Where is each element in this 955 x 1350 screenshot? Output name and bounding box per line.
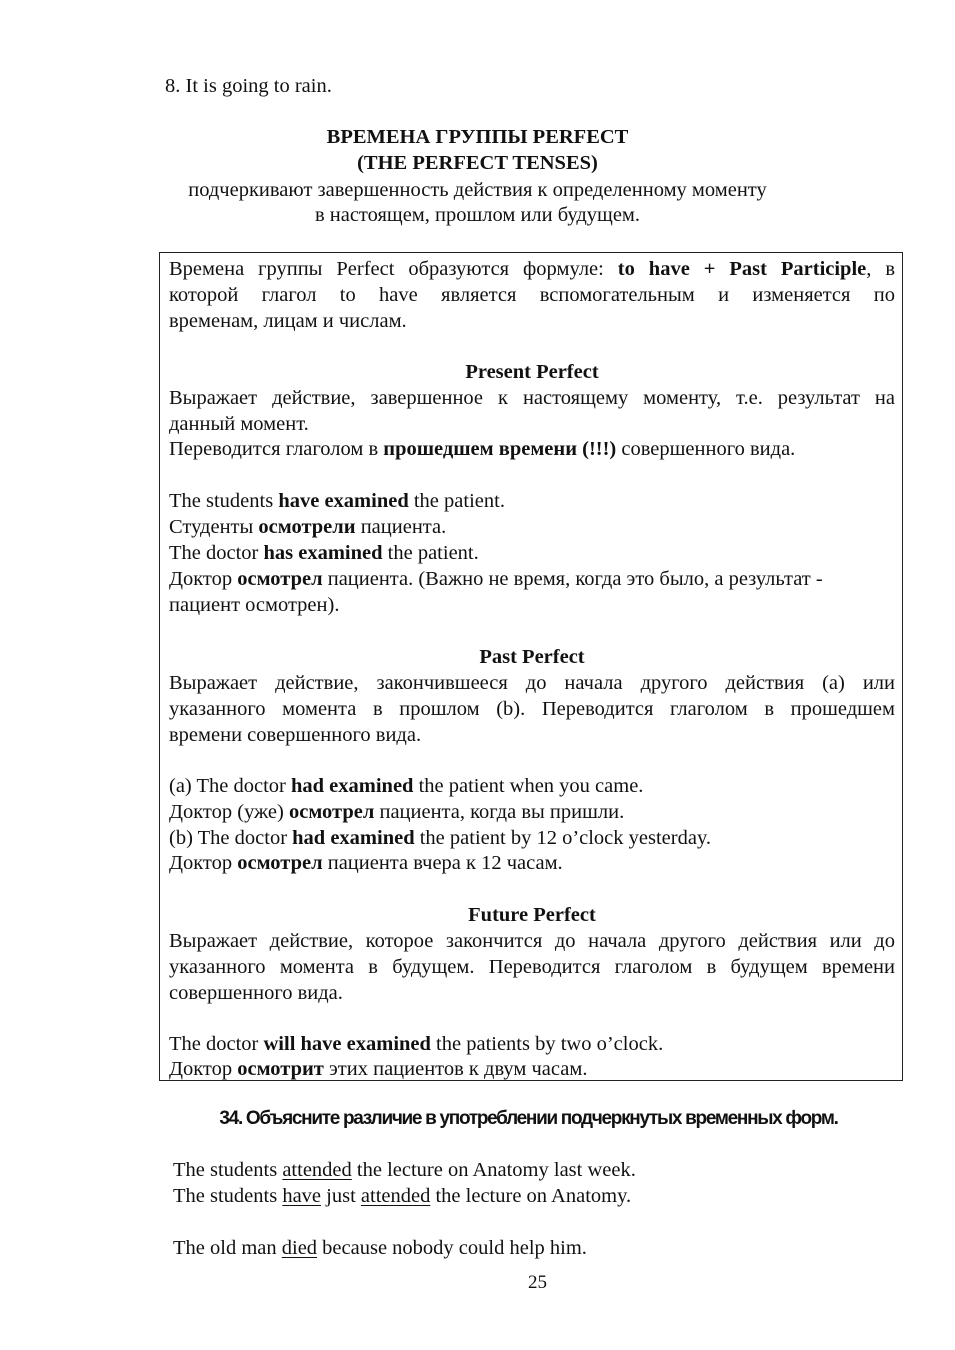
text: just xyxy=(326,1185,356,1207)
text: The students xyxy=(169,490,274,512)
text: Доктор xyxy=(169,1058,233,1080)
text: The students xyxy=(173,1185,278,1207)
emphasis: прошедшем времени (!!!) xyxy=(383,438,617,460)
text: Доктор (уже) xyxy=(169,801,284,823)
text: The doctor xyxy=(169,542,259,564)
verb-form: осмотрели xyxy=(258,516,356,538)
verb-form: осмотрит xyxy=(237,1058,324,1080)
intro-line-3: временам, лицам и числам. xyxy=(169,310,407,332)
verb-form: will have examined xyxy=(263,1033,431,1055)
text: the patients by two o’clock. xyxy=(436,1033,664,1055)
past-perfect-desc-2: указанного момента в прошлом (b). Переводится глаголом в прошедшем xyxy=(169,698,895,720)
verb-form: осмотрел xyxy=(237,852,323,874)
underlined-verb: died xyxy=(281,1237,318,1259)
section-subtitle: (THE PERFECT TENSES) xyxy=(357,152,598,174)
text: Студенты xyxy=(169,516,254,538)
present-perfect-example-2 xyxy=(169,514,895,540)
text: пациента. (Важно не время, когда это было, а результат - xyxy=(327,568,823,590)
intro-line-2: которой глагол to have является вспомогательным и изменяется по xyxy=(169,284,895,306)
text: совершенного вида. xyxy=(621,438,796,460)
present-perfect-desc-1: Выражает действие, завершенное к настоящему моменту, т.е. результат на xyxy=(169,387,895,409)
exercise-sentence-1 xyxy=(173,1157,636,1183)
future-perfect-heading: Future Perfect xyxy=(468,904,596,926)
verb-form: had examined xyxy=(291,775,414,797)
list-item-8: 8. It is going to rain. xyxy=(165,75,332,97)
underlined-verb: have xyxy=(282,1185,322,1207)
underlined-verb: attended xyxy=(360,1185,431,1207)
intro-line-1 xyxy=(169,256,895,282)
text: the patient. xyxy=(413,490,505,512)
text: because nobody could help him. xyxy=(322,1237,587,1259)
text: The doctor xyxy=(169,1033,259,1055)
verb-form: has examined xyxy=(263,542,383,564)
past-perfect-heading: Past Perfect xyxy=(479,646,585,668)
text: Доктор xyxy=(169,568,233,590)
text: the patient when you came. xyxy=(418,775,644,797)
future-perfect-desc-1: Выражает действие, которое закончится до начала другого действия или до xyxy=(169,930,895,952)
future-perfect-desc-2: указанного момента в будущем. Переводится глаголом в будущем времени xyxy=(169,956,895,978)
text: The students xyxy=(173,1159,278,1181)
formula: to have + Past Participle xyxy=(617,258,867,280)
present-perfect-desc-2: данный момент. xyxy=(169,413,309,435)
present-perfect-desc-3 xyxy=(169,436,895,462)
past-perfect-example-3 xyxy=(169,825,895,851)
past-perfect-desc-3: времени совершенного вида. xyxy=(169,724,422,746)
section-title: ВРЕМЕНА ГРУППЫ PERFECT xyxy=(326,126,629,148)
text: the patient by 12 o’clock yesterday. xyxy=(419,827,711,849)
text: этих пациентов к двум часам. xyxy=(329,1058,588,1080)
text: (a) The doctor xyxy=(169,775,286,797)
exercise-sentence-2 xyxy=(173,1183,631,1209)
present-perfect-example-1 xyxy=(169,488,895,514)
text: Доктор xyxy=(169,852,233,874)
intro-text: , в xyxy=(866,258,896,280)
underlined-verb: attended xyxy=(282,1159,352,1181)
past-perfect-desc-1: Выражает действие, закончившееся до начала другого действия (a) или xyxy=(169,672,895,694)
page-number: 25 xyxy=(528,1272,547,1293)
perfect-tenses-box xyxy=(159,252,903,1081)
section-description-line-2: в настоящем, прошлом или будущем. xyxy=(314,204,641,226)
future-perfect-example-1 xyxy=(169,1031,895,1057)
past-perfect-example-4 xyxy=(169,850,895,876)
verb-form: have examined xyxy=(278,490,409,512)
section-description-line-1: подчеркивают завершенность действия к определенному моменту xyxy=(188,179,767,201)
future-perfect-desc-3: совершенного вида. xyxy=(169,982,343,1004)
intro-text: Времена группы Perfect образуются формуле: xyxy=(169,258,604,280)
verb-form: осмотрел xyxy=(289,801,375,823)
past-perfect-example-2 xyxy=(169,799,895,825)
text: Переводится глаголом в xyxy=(169,438,379,460)
text: the lecture on Anatomy last week. xyxy=(356,1159,636,1181)
present-perfect-example-4 xyxy=(169,566,895,592)
present-perfect-heading: Present Perfect xyxy=(465,361,599,383)
text: пациента, когда вы пришли. xyxy=(379,801,625,823)
text: пациента. xyxy=(360,516,447,538)
present-perfect-example-3 xyxy=(169,540,895,566)
verb-form: had examined xyxy=(292,827,415,849)
text: (b) The doctor xyxy=(169,827,288,849)
exercise-title: 34. Объясните различие в употреблении подчеркнутых временных форм. xyxy=(219,1108,838,1129)
text: the lecture on Anatomy. xyxy=(435,1185,632,1207)
exercise-sentence-3 xyxy=(173,1235,587,1261)
present-perfect-example-5: пациент осмотрен). xyxy=(169,594,340,616)
verb-form: осмотрел xyxy=(237,568,323,590)
text: the patient. xyxy=(387,542,479,564)
text: The old man xyxy=(173,1237,277,1259)
text: пациента вчера к 12 часам. xyxy=(327,852,563,874)
past-perfect-example-1 xyxy=(169,773,895,799)
future-perfect-example-2 xyxy=(169,1056,895,1082)
